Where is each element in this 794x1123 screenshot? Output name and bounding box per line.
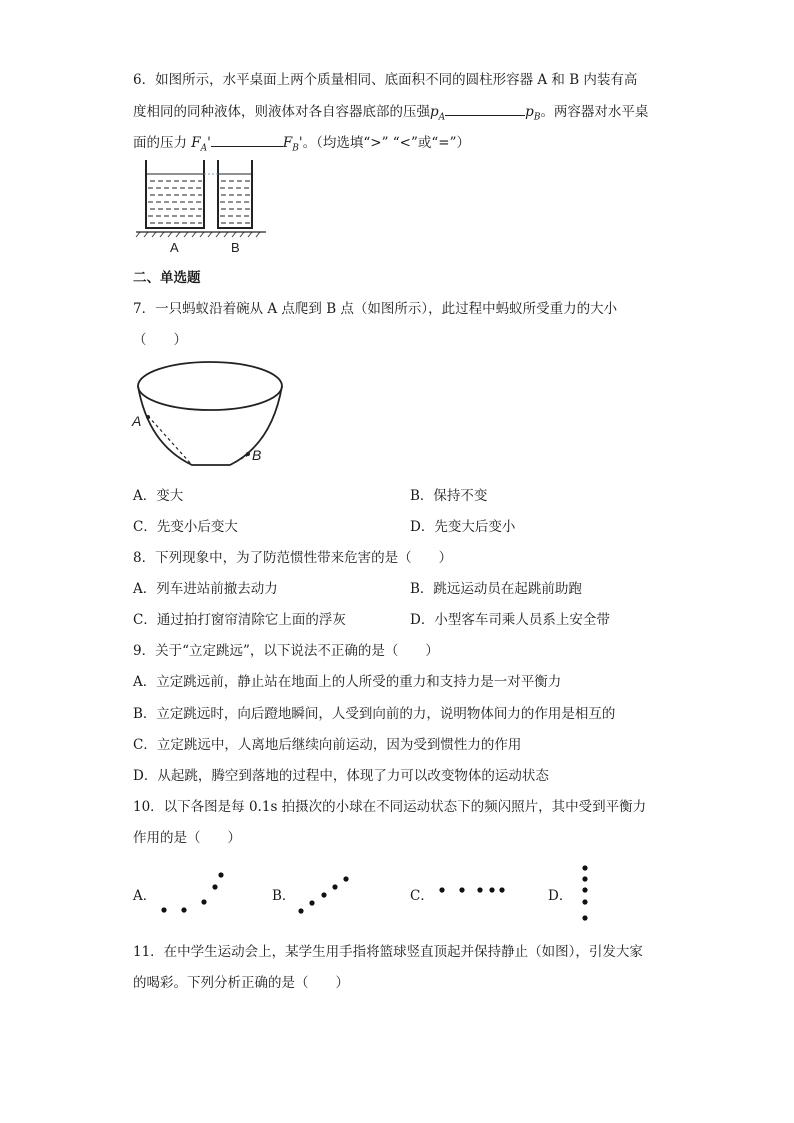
q7-option-b[interactable]: B．保持不变	[410, 488, 488, 504]
q10-option-c[interactable]: C．	[410, 888, 434, 904]
q6-line1: 6．如图所示，水平桌面上两个质量相同、底面积不同的圆柱形容器 A 和 B 内装有高	[133, 72, 638, 88]
container-b-label: B	[231, 240, 240, 255]
q11-line2: 的喝彩。下列分析正确的是（ ）	[133, 975, 349, 991]
q10-line1: 10．以下各图是每 0.1s 拍摄次的小球在不同运动状态下的频闪照片，其中受到平衡力	[133, 799, 647, 815]
q8-stem: 8．下列现象中，为了防范惯性带来危害的是（ ）	[133, 550, 453, 566]
q7-line1: 7．一只蚂蚁沿着碗从 A 点爬到 B 点（如图所示），此过程中蚂蚁所受重力的大小	[133, 301, 618, 317]
strobe-photo-d	[575, 860, 595, 924]
pa-symbol: p	[430, 104, 439, 120]
q6-line2-text: 度相同的同种液体，则液体对各自容器底部的压强	[133, 104, 430, 120]
pb-symbol: p	[525, 104, 534, 120]
q6-line3-end: 。（均选填“>” “<”或“=”）	[302, 135, 470, 151]
point-a-label: A	[132, 413, 142, 429]
strobe-photo-a	[155, 866, 230, 918]
fb-subscript: B	[292, 143, 299, 154]
q9-option-b[interactable]: B．立定跳远时，向后蹬地瞬间，人受到向前的力，说明物体间力的作用是相互的	[133, 706, 616, 722]
q6-line3-text: 面的压力	[133, 135, 187, 151]
q8-option-d[interactable]: D．小型客车司乘人员系上安全带	[410, 612, 610, 628]
q10-line2: 作用的是（ ）	[133, 830, 241, 846]
section-title: 二、单选题	[133, 270, 201, 286]
container-a-label: A	[170, 240, 179, 255]
q9-option-c[interactable]: C．立定跳远中，人离地后继续向前运动，因为受到惯性力的作用	[133, 737, 522, 753]
fb-prime: '	[298, 135, 303, 151]
q6-line2-end: 。两容器对水平桌	[540, 104, 649, 120]
q10-option-a[interactable]: A．	[133, 888, 157, 904]
q7-line2: （ ）	[133, 332, 187, 348]
pb-subscript: B	[533, 112, 541, 123]
q7-option-a[interactable]: A．变大	[133, 488, 184, 504]
q9-option-d[interactable]: D．从起跳，腾空到落地的过程中，体现了力可以改变物体的运动状态	[133, 768, 549, 784]
q8-option-a[interactable]: A．列车进站前撤去动力	[133, 581, 278, 597]
q11-line1: 11．在中学生运动会上，某学生用手指将篮球竖直顶起并保持静止（如图），引发大家	[133, 944, 643, 960]
q6-line3	[133, 131, 470, 154]
pa-subscript: A	[438, 112, 446, 123]
q10-option-b[interactable]: B．	[272, 888, 296, 904]
strobe-photo-b	[292, 866, 357, 918]
strobe-photo-c	[432, 880, 512, 900]
answer-blank-force[interactable]	[211, 133, 283, 147]
q9-stem: 9．关于“立定跳远”，以下说法不正确的是（ ）	[133, 643, 439, 659]
q7-option-c[interactable]: C．先变小后变大	[133, 519, 238, 535]
bowl-figure	[130, 358, 290, 470]
q10-option-d[interactable]: D．	[548, 888, 573, 904]
containers-figure	[134, 156, 274, 256]
fa-symbol: F	[191, 135, 201, 151]
answer-blank-pressure[interactable]	[445, 102, 525, 116]
q8-option-b[interactable]: B．跳远运动员在起跳前助跑	[410, 581, 582, 597]
fa-subscript: A	[200, 143, 208, 154]
q9-option-a[interactable]: A．立定跳远前，静止站在地面上的人所受的重力和支持力是一对平衡力	[133, 674, 562, 690]
point-b-label: B	[252, 447, 262, 463]
fb-symbol: F	[282, 135, 293, 151]
q6-line2	[133, 100, 648, 123]
q7-option-d[interactable]: D．先变大后变小	[410, 519, 516, 535]
fa-prime: '	[207, 135, 211, 151]
q8-option-c[interactable]: C．通过拍打窗帘清除它上面的浮灰	[133, 612, 346, 628]
